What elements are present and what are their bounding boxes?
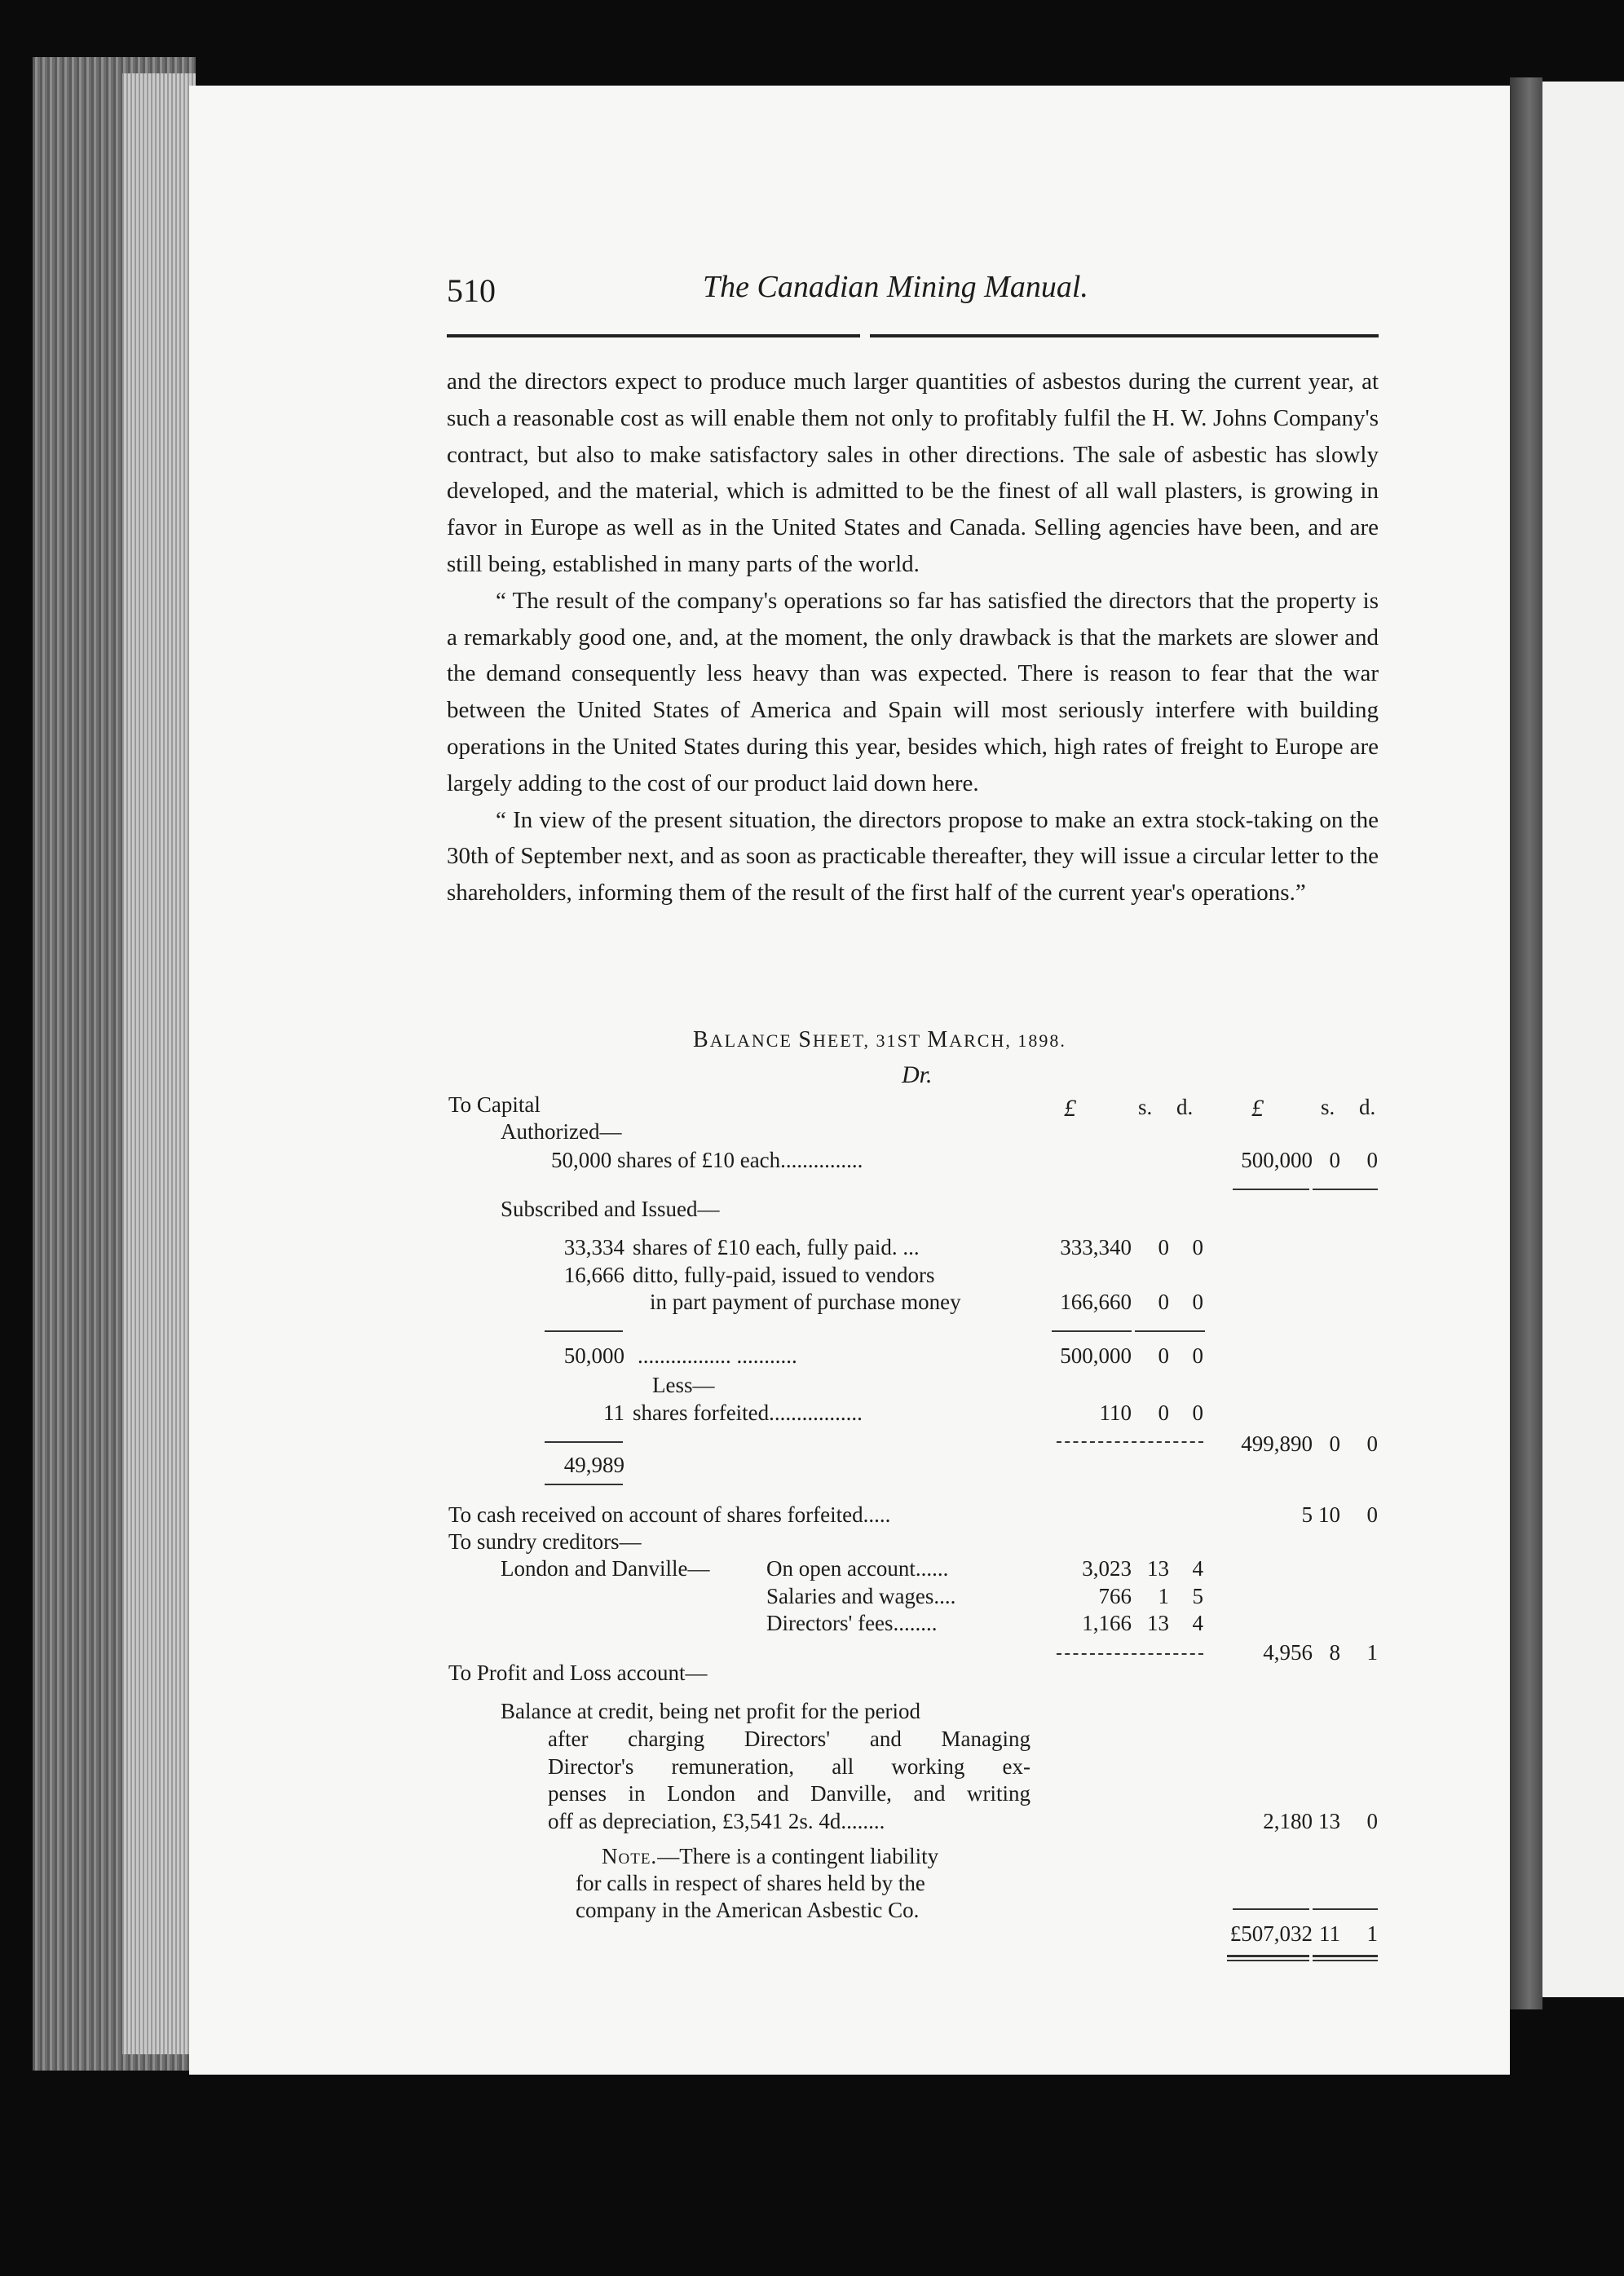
rule-grand-bottom-sd-2 (1313, 1960, 1378, 1961)
forfeit-pence: 0 (1192, 1400, 1203, 1425)
authorized-total-pounds: 500,000 (1241, 1148, 1313, 1172)
paragraph-2: “ The result of the company's operations so far has satisfied the directors that the property is a remarkably good one, and, at the moment, the only drawback is that the markets are slower and the demand consequently less heavy than was expected. There is reason to fear that the war between the United States of America and Spain will most seriously interfere with building operations in the United States during this year, besides which, high rates of freight to Europe are largely adding to the cost of our product laid down here. (447, 587, 1379, 796)
book-gutter-shadow (1510, 77, 1542, 2009)
col-header-pounds-2: £ (1251, 1095, 1264, 1122)
body-text (447, 364, 1379, 911)
profit-loss-line-4: penses in London and Danville, and writing (548, 1781, 1030, 1806)
authorized-line: 50,000 shares of £10 each............... (551, 1148, 863, 1172)
line2-pence: 0 (1192, 1290, 1203, 1314)
line2-pounds: 166,660 (1060, 1290, 1132, 1314)
note-line-1: Note.—There is a contingent liability (602, 1844, 939, 1868)
forfeit-pounds: 110 (1099, 1400, 1132, 1425)
net-total-pence: 0 (1366, 1431, 1378, 1456)
line1-count: 33,334 (563, 1235, 624, 1259)
rule-grand-top-pounds (1233, 1908, 1309, 1910)
page-number: 510 (447, 272, 496, 309)
paragraph-3: “ In view of the present situation, the directors propose to make an extra stock-taking on the 30th of September next, and as soon as practicable thereafter, they will issue a circular letter to the shareholders, informing them of the result of the first half of the current year's operations.” (447, 806, 1379, 906)
sum-shillings: 0 (1158, 1343, 1169, 1368)
running-title: The Canadian Mining Manual. (703, 270, 1088, 304)
rule-authorized-pounds (1233, 1189, 1309, 1190)
creditor-item-2-label: Salaries and wages.... (766, 1584, 956, 1608)
creditor-item-2-shillings: 1 (1158, 1584, 1169, 1608)
creditor-item-1-shillings: 13 (1147, 1556, 1169, 1581)
line1-pounds: 333,340 (1060, 1235, 1132, 1259)
sum-pence: 0 (1192, 1343, 1203, 1368)
rule-grand-bottom-pounds-2 (1227, 1960, 1309, 1961)
note-line-3: company in the American Asbestic Co. (576, 1898, 920, 1922)
creditor-item-3-pounds: 1,166 (1082, 1611, 1132, 1635)
grand-total-pence: 1 (1366, 1921, 1378, 1946)
line2-count: 16,666 (563, 1263, 624, 1287)
col-header-shillings-1: s. (1138, 1095, 1153, 1119)
profit-loss-heading: To Profit and Loss account— (448, 1661, 708, 1685)
grand-total-pounds: £507,032 (1229, 1921, 1313, 1946)
rule-counts-3 (545, 1484, 623, 1485)
authorized-label: Authorized— (501, 1119, 622, 1144)
grand-total-shillings: 11 (1319, 1921, 1340, 1946)
rule-creditors-dashed (1057, 1653, 1203, 1655)
rule-grand-top-sd (1313, 1908, 1378, 1910)
profit-loss-line-1: Balance at credit, being net profit for the period (501, 1699, 921, 1723)
creditor-item-3-label: Directors' fees........ (766, 1611, 938, 1635)
less-label: Less— (652, 1373, 715, 1397)
creditor-item-3-shillings: 13 (1147, 1611, 1169, 1635)
col-header-pounds-1: £ (1064, 1095, 1076, 1122)
net-total-shillings: 0 (1329, 1431, 1340, 1456)
sum-dots: ................. ........... (638, 1343, 797, 1368)
col-header-pence-1: d. (1176, 1095, 1194, 1119)
cash-forfeited-shillings: 10 (1318, 1502, 1340, 1527)
creditor-item-2-pounds: 766 (1098, 1584, 1132, 1608)
header-rule (447, 334, 1379, 337)
paragraph-1: and the directors expect to produce much larger quantities of asbestos during the current year, at such a reasonable cost as will enable them not only to profitably fulfil the H. W. Johns Company's contract, but also to make satisfactory sales in other directions. The sale of asbestic has slowly developed, and the material, which is admitted to be the finest of all wall plasters, is growing in favor in Europe as well as in the United States and Canada. Selling agencies have been, and are still being, established in many parts of the world. (447, 368, 1379, 577)
profit-loss-line-5: off as depreciation, £3,541 2s. 4d........ (548, 1809, 885, 1833)
line1-pence: 0 (1192, 1235, 1203, 1259)
creditors-heading: To sundry creditors— (448, 1529, 642, 1554)
profit-loss-total-pounds: 2,180 (1263, 1809, 1313, 1833)
net-total-pounds: 499,890 (1241, 1431, 1313, 1456)
note-line-2: for calls in respect of shares held by the (576, 1871, 925, 1895)
creditor-item-2-pence: 5 (1192, 1584, 1203, 1608)
creditors-total-pounds: 4,956 (1263, 1640, 1313, 1665)
authorized-total-pence: 0 (1366, 1148, 1378, 1172)
authorized-total-shillings: 0 (1329, 1148, 1340, 1172)
subscribed-label: Subscribed and Issued— (501, 1197, 720, 1221)
forfeit-shillings: 0 (1158, 1400, 1169, 1425)
rule-line-sd-1 (1135, 1330, 1205, 1332)
forfeit-count: 11 (603, 1400, 624, 1425)
line2-text-b: in part payment of purchase money (650, 1290, 961, 1314)
col-header-shillings-2: s. (1321, 1095, 1335, 1119)
book-page-edges-inner (122, 73, 196, 2054)
rule-line-pounds-1 (1052, 1330, 1132, 1332)
line1-text: shares of £10 each, fully paid. ... (633, 1235, 920, 1259)
rule-grand-bottom-pounds-1 (1227, 1955, 1309, 1957)
creditors-prefix: London and Danville— (501, 1556, 710, 1581)
forfeit-text: shares forfeited................. (633, 1400, 863, 1425)
creditor-item-1-label: On open account...... (766, 1556, 949, 1581)
creditor-item-1-pence: 4 (1192, 1556, 1203, 1581)
line2-text: ditto, fully-paid, issued to vendors (633, 1263, 935, 1287)
creditor-item-1-pounds: 3,023 (1082, 1556, 1132, 1581)
profit-loss-total-pence: 0 (1366, 1809, 1378, 1833)
header-rule-gap (860, 333, 870, 339)
rule-authorized-sd (1313, 1189, 1378, 1190)
facing-page (1542, 82, 1624, 1997)
line1-shillings: 0 (1158, 1235, 1169, 1259)
balance-sheet-title: BALANCE SHEET, 31ST MARCH, 1898. (693, 1027, 1066, 1052)
net-count: 49,989 (563, 1453, 624, 1477)
line2-shillings: 0 (1158, 1290, 1169, 1314)
debit-side-label: Dr. (902, 1061, 933, 1088)
note-label: Note. (602, 1844, 658, 1868)
rule-grand-bottom-sd-1 (1313, 1955, 1378, 1957)
creditor-item-3-pence: 4 (1192, 1611, 1203, 1635)
rule-counts-2 (545, 1441, 623, 1443)
profit-loss-line-2: after charging Directors' and Managing (548, 1727, 1030, 1751)
capital-heading: To Capital (448, 1092, 541, 1117)
rule-counts-1 (545, 1330, 623, 1332)
creditors-total-shillings: 8 (1329, 1640, 1340, 1665)
cash-forfeited-pence: 0 (1366, 1502, 1378, 1527)
creditors-total-pence: 1 (1366, 1640, 1378, 1665)
rule-forfeit-dashed (1057, 1441, 1203, 1443)
cash-forfeited-pounds: 5 (1301, 1502, 1313, 1527)
profit-loss-line-3: Director's remuneration, all working ex- (548, 1754, 1030, 1779)
sum-pounds: 500,000 (1060, 1343, 1132, 1368)
sum-count: 50,000 (563, 1343, 624, 1368)
cash-forfeited-label: To cash received on account of shares forfeited..... (448, 1502, 891, 1527)
profit-loss-total-shillings: 13 (1318, 1809, 1340, 1833)
col-header-pence-2: d. (1359, 1095, 1376, 1119)
